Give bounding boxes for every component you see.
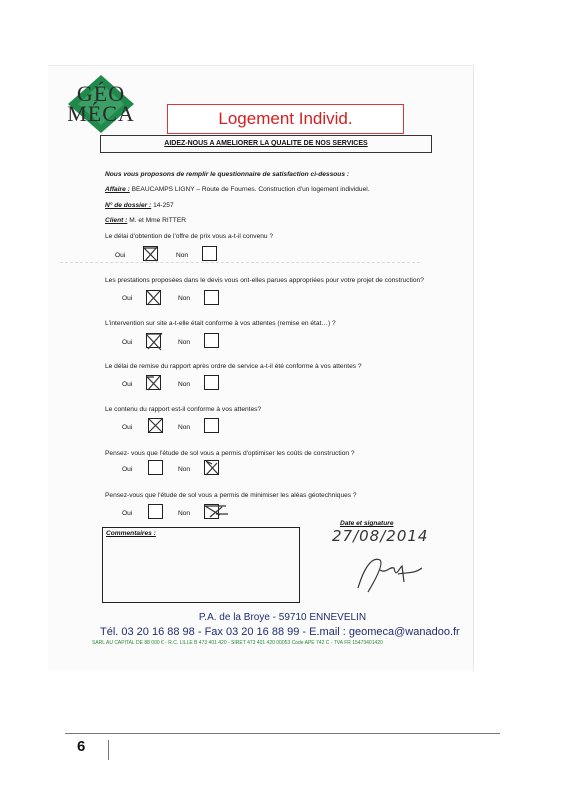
check-cross-icon [146,416,166,436]
q5-non-label: Non [178,424,191,431]
check-cross-icon [144,373,164,393]
question-3: L'intervention sur site a-t-elle était conforme à vos attentes (remise en état…) ? [105,320,336,327]
q2-non-label: Non [178,295,191,302]
project-type-title: Logement Individ. [167,104,404,134]
q3-oui-checkbox[interactable] [146,333,161,348]
page-number-divider [108,740,109,760]
check-cross-icon [202,502,232,522]
check-cross-icon [144,288,164,308]
q4-non-checkbox[interactable] [204,375,219,390]
check-cross-icon [144,331,166,353]
company-contact: Tél. 03 20 16 88 98 - Fax 03 20 16 88 99 - E.mail : geomeca@wanadoo.fr [100,626,460,638]
q3-oui-label: Oui [122,339,133,346]
question-4: Le délai de remise du rapport après ordre de service a-t-il été conforme à vos attentes ? [105,363,362,370]
logo-line1: GÉO [76,81,126,106]
comments-label: Commentaires : [106,530,156,537]
q6-oui-checkbox[interactable] [148,460,163,475]
q2-oui-label: Oui [122,295,133,302]
q5-oui-label: Oui [122,424,133,431]
check-cross-icon [202,458,222,478]
dossier-line [105,202,174,209]
q5-non-checkbox[interactable] [204,418,219,433]
logo-line2: MÉCA [67,101,135,126]
affaire-value: BEAUCAMPS LIGNY – Route de Fournes. Construction d'un logement individuel. [131,186,370,193]
geomeca-logo [62,75,140,133]
affaire-label: Affaire : [105,186,130,193]
q4-non-label: Non [178,381,191,388]
scan-fold-line [60,262,420,263]
question-6: Pensez- vous que l'étude de sol vous a permis d'optimiser les coûts de construction ? [105,450,355,457]
company-address: P.A. de la Broye - 59710 ENNEVELIN [198,612,367,623]
q7-oui-checkbox[interactable] [148,504,163,519]
comments-box[interactable] [102,527,300,603]
handwritten-signature [350,548,430,598]
q1-oui-label: Oui [115,252,126,259]
q2-non-checkbox[interactable] [204,290,219,305]
q3-non-checkbox[interactable] [204,333,219,348]
q7-oui-label: Oui [122,510,133,517]
dossier-label: N° de dossier : [105,202,152,209]
dossier-value: 14-257 [153,202,174,209]
q2-oui-checkbox[interactable] [146,290,161,305]
signature-date: 27/08/2014 [332,527,429,545]
question-2: Les prestations proposées dans le devis vous ont-elles parues appropriées pour votre projet de construction? [105,277,424,284]
footer-divider [65,733,500,734]
q6-oui-label: Oui [122,466,133,473]
question-7: Pensez-vous que l'étude de sol vous a permis de minimiser les aléas géotechniques ? [105,492,357,499]
q6-non-checkbox[interactable] [204,460,219,475]
client-value: M. et Mme RITTER [129,217,186,224]
intro-text: Nous vous proposons de remplir le questionnaire de satisfaction ci-dessous : [105,171,350,178]
q1-oui-checkbox[interactable] [143,246,158,261]
q4-oui-label: Oui [122,381,133,388]
q7-non-label: Non [178,510,191,517]
q7-non-checkbox[interactable] [204,504,219,519]
check-cross-icon [141,244,161,264]
q6-non-label: Non [178,466,191,473]
q3-non-label: Non [178,339,191,346]
client-label: Client : [105,217,128,224]
page-number: 6 [77,738,86,755]
q1-non-checkbox[interactable] [202,246,217,261]
client-line [105,217,186,224]
company-legal: SARL AU CAPITAL DE 88 000 € - R.C. LILLE B 473 401 420 - SIRET 473 401 420 00053 Code APE 742 C - TVA FR 15473401420 [92,640,383,646]
q1-non-label: Non [176,252,189,259]
signature-label: Date et signature [340,520,394,527]
question-1: Le délai d'obtention de l'offre de prix vous a-t-il convenu ? [105,233,274,240]
form-heading: AIDEZ-NOUS A AMELIORER LA QUALITE DE NOS SERVICES [100,135,432,153]
question-5: Le contenu du rapport est-il conforme à vos attentes? [105,406,262,413]
affaire-line [105,186,370,193]
q5-oui-checkbox[interactable] [148,418,163,433]
q4-oui-checkbox[interactable] [146,375,161,390]
